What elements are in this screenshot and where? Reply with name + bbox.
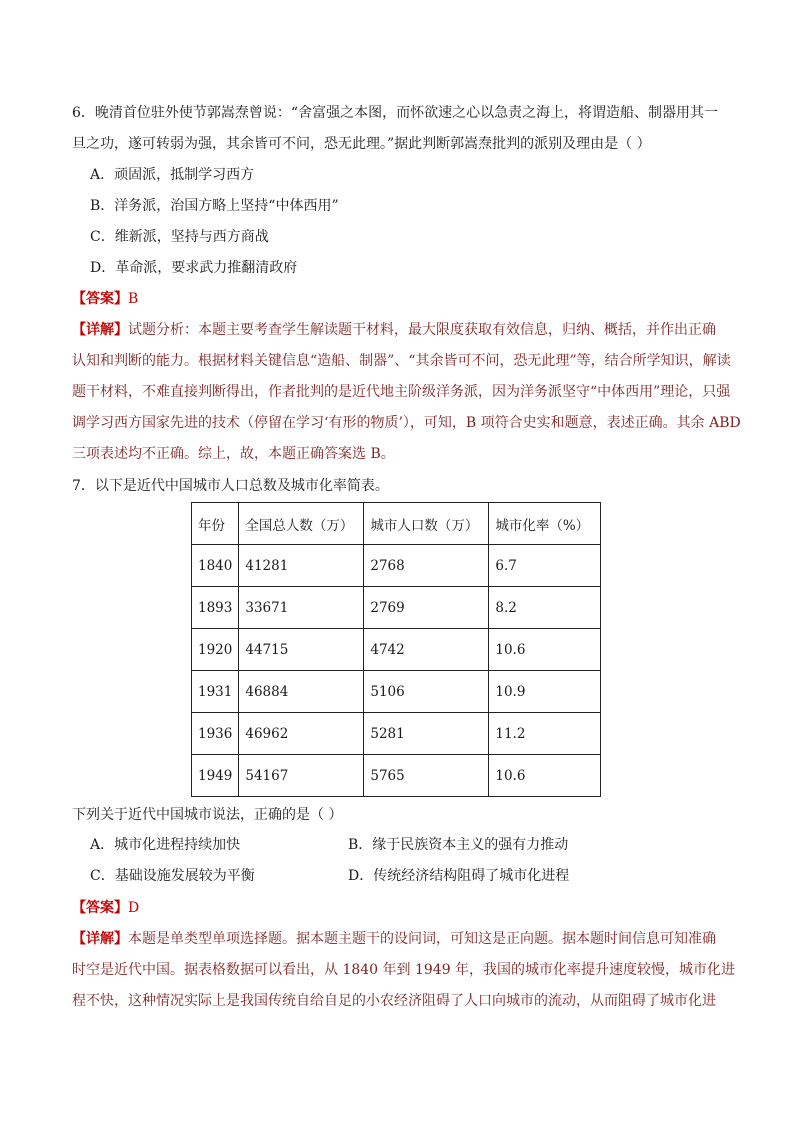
q7-detail-line-1 — [72, 924, 722, 955]
cell-total: 41281 — [239, 545, 364, 587]
q6-option-c: C．维新派，坚持与西方商战 — [90, 229, 269, 245]
q6-option-d: D．革命派，要求武力推翻清政府 — [90, 260, 298, 276]
q7-option-c: C．基础设施发展较为平衡 — [90, 868, 255, 884]
table-row — [192, 587, 601, 629]
cell-total: 46884 — [239, 671, 364, 713]
cell-year: 1949 — [192, 755, 239, 797]
table-header-row — [192, 503, 601, 545]
cell-rate: 6.7 — [489, 545, 601, 587]
q7-option-d: D．传统经济结构阻碍了城市化进程 — [348, 868, 570, 884]
detail-text: 试题分析：本题主要考查学生解读题干材料，最大限度获取有效信息，归纳、概括，并作出正确 — [128, 322, 716, 338]
population-table — [191, 502, 601, 797]
table-row — [192, 755, 601, 797]
table-row — [192, 713, 601, 755]
q6-detail-line-2: 认知和判断的能力。根据材料关键信息“造船、制器”、“其余皆可不问，恐无此理”等，结合所学知识，解读 — [72, 353, 731, 369]
cell-year: 1936 — [192, 713, 239, 755]
detail-tag: 【详解】 — [72, 931, 128, 947]
cell-urban: 5765 — [364, 755, 489, 797]
cell-rate: 10.9 — [489, 671, 601, 713]
answer-value: D — [128, 900, 140, 916]
cell-rate: 11.2 — [489, 713, 601, 755]
header-rate: 城市化率（%） — [489, 503, 601, 545]
q6-option-a: A．顽固派，抵制学习西方 — [90, 167, 255, 183]
cell-total: 46962 — [239, 713, 364, 755]
cell-year: 1840 — [192, 545, 239, 587]
detail-tag: 【详解】 — [72, 322, 128, 338]
q6-option-b: B．洋务派，治国方略上坚持“中体西用” — [90, 198, 339, 214]
cell-rate: 10.6 — [489, 629, 601, 671]
cell-year: 1893 — [192, 587, 239, 629]
q6-stem-line-2: 旦之功，遂可转弱为强，其余皆可不问，恐无此理。”据此判断郭嵩焘批判的派别及理由是（ ） — [72, 136, 651, 152]
q6-detail-line-4: 调学习西方国家先进的技术（停留在学习‘有形的物质’），可知，B 项符合史实和题意，表述正确。其余 ABD — [72, 415, 741, 431]
header-urban: 城市人口数（万） — [364, 503, 489, 545]
answer-tag: 【答案】 — [72, 900, 128, 916]
cell-total: 54167 — [239, 755, 364, 797]
question-6 — [72, 98, 741, 470]
q7-option-a: A．城市化进程持续加快 — [90, 837, 241, 853]
cell-urban: 4742 — [364, 629, 489, 671]
q7-options-row-2 — [90, 864, 570, 888]
header-total: 全国总人数（万） — [239, 503, 364, 545]
q7-detail-line-3: 程不快，这种情况实际上是我国传统自给自足的小农经济阻碍了人口向城市的流动，从而阻碍了城市化进 — [72, 993, 716, 1009]
q6-detail-line-5: 三项表述均不正确。综上，故，本题正确答案选 B。 — [72, 446, 395, 462]
cell-rate: 8.2 — [489, 587, 601, 629]
q7-title: 7．以下是近代中国城市人口总数及城市化率简表。 — [72, 478, 389, 494]
q7-options-row-1 — [90, 833, 569, 857]
cell-total: 33671 — [239, 587, 364, 629]
q7-detail-line-2: 时空是近代中国。据表格数据可以看出，从 1840 年到 1949 年，我国的城市化率提升速度较慢，城市化进 — [72, 962, 736, 978]
q6-detail-line-1 — [72, 315, 722, 346]
q6-answer — [72, 284, 722, 315]
cell-year: 1920 — [192, 629, 239, 671]
table-row — [192, 545, 601, 587]
q6-stem-line-1: 6．晚清首位驻外使节郭嵩焘曾说：“舍富强之本图，而怀欲速之心以急责之海上，将谓造船、制器用其一 — [72, 105, 719, 121]
q7-answer-block — [72, 893, 736, 1017]
cell-total: 44715 — [239, 629, 364, 671]
q7-question: 下列关于近代中国城市说法，正确的是（ ） — [72, 807, 343, 823]
table-row — [192, 629, 601, 671]
q6-detail-line-3: 题干材料，不难直接判断得出，作者批判的是近代地主阶级洋务派，因为洋务派坚守“中体西用”理论，只强 — [72, 384, 731, 400]
detail-text: 本题是单类型单项选择题。据本题主题干的设问词，可知这是正向题。据本题时间信息可知准确 — [128, 931, 716, 947]
cell-urban: 5281 — [364, 713, 489, 755]
cell-urban: 2768 — [364, 545, 489, 587]
cell-year: 1931 — [192, 671, 239, 713]
answer-value: B — [128, 291, 139, 307]
cell-urban: 2769 — [364, 587, 489, 629]
header-year: 年份 — [192, 503, 239, 545]
cell-urban: 5106 — [364, 671, 489, 713]
cell-rate: 10.6 — [489, 755, 601, 797]
q7-answer — [72, 893, 722, 924]
answer-tag: 【答案】 — [72, 291, 128, 307]
table-row — [192, 671, 601, 713]
q7-option-b: B．缘于民族资本主义的强有力推动 — [348, 837, 569, 853]
